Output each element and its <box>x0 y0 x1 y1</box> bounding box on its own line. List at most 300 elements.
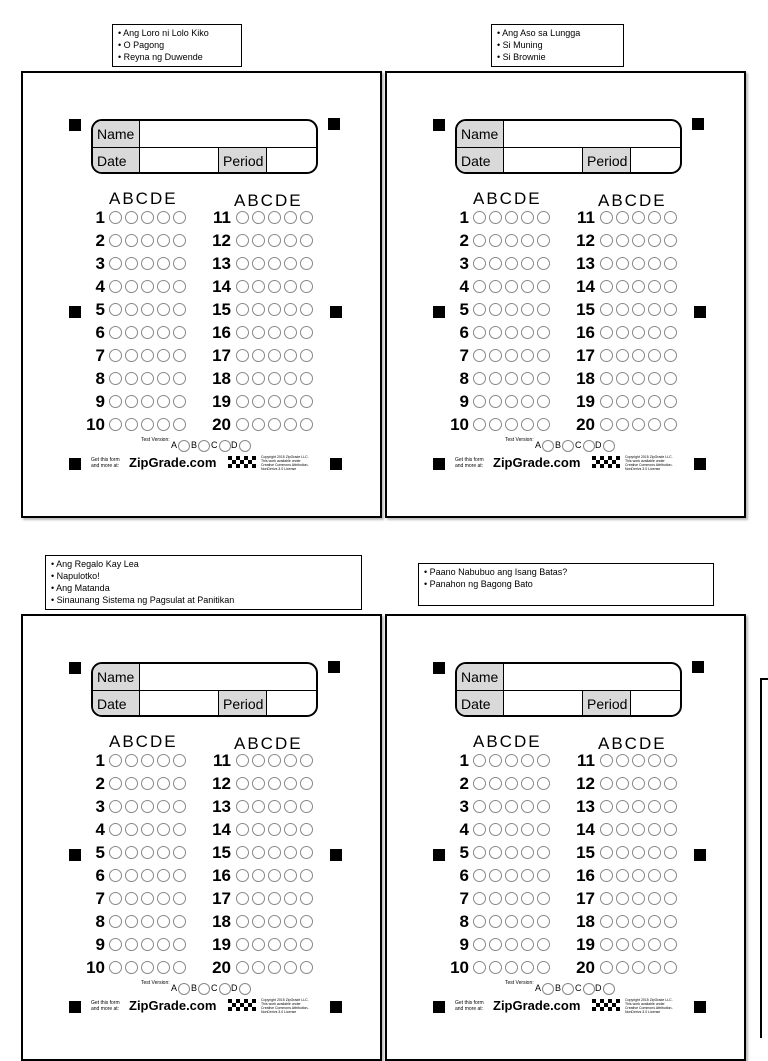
answer-bubble[interactable] <box>236 395 249 408</box>
version-bubble[interactable] <box>239 440 251 452</box>
answer-bubble[interactable] <box>632 395 645 408</box>
answer-bubble[interactable] <box>648 326 661 339</box>
version-bubble[interactable] <box>603 440 615 452</box>
answer-bubble[interactable] <box>648 961 661 974</box>
answer-bubble[interactable] <box>648 211 661 224</box>
answer-bubble[interactable] <box>284 280 297 293</box>
answer-bubble[interactable] <box>632 915 645 928</box>
answer-bubble[interactable] <box>300 280 313 293</box>
answer-bubble[interactable] <box>616 234 629 247</box>
version-option[interactable] <box>171 982 190 995</box>
version-option[interactable] <box>555 439 574 452</box>
answer-bubble[interactable] <box>616 754 629 767</box>
date-period-row[interactable] <box>457 691 680 717</box>
question-number: 5 <box>95 300 105 319</box>
answer-bubble[interactable] <box>284 372 297 385</box>
answer-bubble[interactable] <box>600 257 613 270</box>
answer-bubble[interactable] <box>236 961 249 974</box>
answer-bubble[interactable] <box>236 754 249 767</box>
question-row <box>23 774 363 794</box>
answer-bubble[interactable] <box>236 326 249 339</box>
answer-bubble[interactable] <box>236 938 249 951</box>
answer-bubble[interactable] <box>600 372 613 385</box>
version-bubble[interactable] <box>198 983 210 995</box>
version-bubble[interactable] <box>562 983 574 995</box>
answer-bubbles <box>236 892 316 910</box>
version-bubble[interactable] <box>219 983 231 995</box>
answer-bubble[interactable] <box>252 395 265 408</box>
answer-bubble[interactable] <box>252 938 265 951</box>
question-row <box>23 415 363 435</box>
version-letter: C <box>211 440 218 450</box>
answer-bubble[interactable] <box>236 303 249 316</box>
answer-bubble[interactable] <box>252 869 265 882</box>
answer-bubble[interactable] <box>600 349 613 362</box>
name-row[interactable] <box>457 121 680 148</box>
answer-bubble[interactable] <box>284 234 297 247</box>
answer-bubbles <box>236 418 316 436</box>
version-bubble[interactable] <box>178 983 190 995</box>
version-bubble[interactable] <box>198 440 210 452</box>
answer-bubble[interactable] <box>648 823 661 836</box>
answer-bubble[interactable] <box>284 303 297 316</box>
answer-bubble[interactable] <box>300 800 313 813</box>
answer-bubble[interactable] <box>600 892 613 905</box>
answer-bubble[interactable] <box>616 372 629 385</box>
answer-bubble[interactable] <box>300 961 313 974</box>
answer-bubble[interactable] <box>632 823 645 836</box>
answer-bubble[interactable] <box>252 280 265 293</box>
answer-bubble[interactable] <box>252 326 265 339</box>
answer-bubble[interactable] <box>600 280 613 293</box>
answer-bubble[interactable] <box>252 303 265 316</box>
answer-bubble[interactable] <box>600 938 613 951</box>
answer-bubble[interactable] <box>616 892 629 905</box>
question-number: 6 <box>459 866 469 885</box>
version-option[interactable] <box>171 439 190 452</box>
answer-bubble[interactable] <box>616 846 629 859</box>
question-row <box>387 958 727 978</box>
answer-bubble[interactable] <box>616 777 629 790</box>
answer-bubble[interactable] <box>300 823 313 836</box>
version-bubble[interactable] <box>583 440 595 452</box>
answer-bubbles <box>236 823 316 841</box>
answer-bubble[interactable] <box>664 846 677 859</box>
answer-bubble[interactable] <box>616 257 629 270</box>
answer-bubble[interactable] <box>300 349 313 362</box>
answer-bubble[interactable] <box>616 349 629 362</box>
answer-bubble[interactable] <box>616 823 629 836</box>
version-option[interactable] <box>231 439 251 452</box>
answer-bubble[interactable] <box>252 961 265 974</box>
question-number: 1 <box>459 751 469 770</box>
date-label: Date <box>93 148 140 174</box>
answer-bubble[interactable] <box>600 915 613 928</box>
question-number: 7 <box>95 346 105 365</box>
answer-bubble[interactable] <box>268 280 281 293</box>
version-option[interactable] <box>575 982 595 995</box>
answer-bubble[interactable] <box>284 211 297 224</box>
answer-bubble[interactable] <box>664 869 677 882</box>
answer-bubble[interactable] <box>236 846 249 859</box>
answer-bubbles <box>600 418 680 436</box>
answer-bubble[interactable] <box>284 869 297 882</box>
copyright-text: Copyright 2015 ZipGrade LLC. This work available under Creative Commons Attribution-NonDerivs 3.0 License <box>625 998 673 1014</box>
answer-bubble[interactable] <box>252 418 265 431</box>
answer-bubble[interactable] <box>300 938 313 951</box>
version-bubble[interactable] <box>542 440 554 452</box>
registration-mark <box>330 458 342 470</box>
answer-bubble[interactable] <box>236 418 249 431</box>
answer-bubble[interactable] <box>252 892 265 905</box>
answer-bubble[interactable] <box>268 777 281 790</box>
answer-bubble[interactable] <box>600 234 613 247</box>
answer-bubble[interactable] <box>300 418 313 431</box>
answer-bubble[interactable] <box>632 938 645 951</box>
answer-bubble[interactable] <box>300 372 313 385</box>
answer-bubble[interactable] <box>648 915 661 928</box>
answer-bubble[interactable] <box>236 892 249 905</box>
answer-bubble[interactable] <box>632 257 645 270</box>
answer-bubble[interactable] <box>268 823 281 836</box>
version-bubble[interactable] <box>542 983 554 995</box>
answer-bubble[interactable] <box>664 823 677 836</box>
answer-bubble[interactable] <box>268 800 281 813</box>
answer-bubble[interactable] <box>284 754 297 767</box>
question-number: 11 <box>213 751 231 770</box>
answer-bubble[interactable] <box>664 349 677 362</box>
answer-bubble[interactable] <box>236 372 249 385</box>
answer-bubble[interactable] <box>616 395 629 408</box>
answer-bubble[interactable] <box>648 418 661 431</box>
answer-bubble[interactable] <box>600 754 613 767</box>
version-option[interactable] <box>535 982 554 995</box>
name-row[interactable] <box>93 121 316 148</box>
answer-bubble[interactable] <box>616 915 629 928</box>
question-row <box>387 392 727 412</box>
story-list-item: • Ang Matanda <box>51 583 110 593</box>
answer-bubble[interactable] <box>600 418 613 431</box>
answer-bubble[interactable] <box>664 280 677 293</box>
version-bubble[interactable] <box>178 440 190 452</box>
answer-bubble[interactable] <box>616 303 629 316</box>
answer-bubbles <box>236 234 316 252</box>
answer-bubble[interactable] <box>284 326 297 339</box>
answer-bubble[interactable] <box>252 846 265 859</box>
question-number: 3 <box>459 797 469 816</box>
answer-bubbles <box>236 869 316 887</box>
answer-bubble[interactable] <box>236 349 249 362</box>
name-row[interactable] <box>457 664 680 691</box>
answer-bubble[interactable] <box>268 395 281 408</box>
answer-bubble[interactable] <box>284 349 297 362</box>
version-option[interactable] <box>535 439 554 452</box>
answer-bubble[interactable] <box>648 892 661 905</box>
question-number: 17 <box>576 346 595 365</box>
registration-mark <box>328 118 340 130</box>
registration-mark <box>433 662 445 674</box>
answer-bubble[interactable] <box>600 211 613 224</box>
answer-bubble[interactable] <box>600 303 613 316</box>
answer-bubble[interactable] <box>284 800 297 813</box>
answer-bubble[interactable] <box>616 211 629 224</box>
answer-bubble[interactable] <box>268 418 281 431</box>
answer-bubble[interactable] <box>600 846 613 859</box>
answer-bubble[interactable] <box>616 418 629 431</box>
answer-letters-right: ABCDE <box>598 191 667 210</box>
story-list-item: • O Pagong <box>118 40 165 50</box>
registration-mark <box>692 661 704 673</box>
registration-mark <box>69 1001 81 1013</box>
answer-bubble[interactable] <box>648 800 661 813</box>
answer-bubble[interactable] <box>236 211 249 224</box>
answer-bubble[interactable] <box>252 234 265 247</box>
answer-bubble[interactable] <box>648 257 661 270</box>
answer-bubbles <box>236 800 316 818</box>
answer-bubble[interactable] <box>664 395 677 408</box>
answer-bubble[interactable] <box>632 372 645 385</box>
question-number: 12 <box>576 774 595 793</box>
answer-bubble[interactable] <box>252 211 265 224</box>
answer-bubble[interactable] <box>664 892 677 905</box>
answer-bubble[interactable] <box>664 777 677 790</box>
answer-bubble[interactable] <box>648 280 661 293</box>
answer-bubble[interactable] <box>284 915 297 928</box>
question-number: 15 <box>212 843 231 862</box>
answer-bubble[interactable] <box>632 869 645 882</box>
answer-bubble[interactable] <box>236 915 249 928</box>
answer-bubble[interactable] <box>632 303 645 316</box>
answer-bubble[interactable] <box>616 938 629 951</box>
question-row <box>23 820 363 840</box>
version-bubble[interactable] <box>219 440 231 452</box>
answer-bubble[interactable] <box>664 938 677 951</box>
version-bubble[interactable] <box>583 983 595 995</box>
date-period-row[interactable] <box>457 148 680 174</box>
version-bubble[interactable] <box>603 983 615 995</box>
answer-bubble[interactable] <box>616 869 629 882</box>
name-row[interactable] <box>93 664 316 691</box>
answer-bubble[interactable] <box>268 349 281 362</box>
version-letter: A <box>171 440 178 450</box>
answer-bubble[interactable] <box>236 777 249 790</box>
version-letter: A <box>535 440 542 450</box>
answer-bubble[interactable] <box>632 777 645 790</box>
answer-bubble[interactable] <box>268 915 281 928</box>
answer-bubbles <box>236 846 316 864</box>
question-row <box>387 866 727 886</box>
answer-bubble[interactable] <box>616 326 629 339</box>
answer-bubble[interactable] <box>300 915 313 928</box>
answer-bubble[interactable] <box>632 961 645 974</box>
version-option[interactable] <box>595 439 615 452</box>
answer-bubble[interactable] <box>236 257 249 270</box>
answer-bubble[interactable] <box>648 777 661 790</box>
answer-bubble[interactable] <box>236 823 249 836</box>
answer-bubble[interactable] <box>236 280 249 293</box>
answer-bubble[interactable] <box>252 823 265 836</box>
version-bubble[interactable] <box>562 440 574 452</box>
answer-bubble[interactable] <box>284 777 297 790</box>
answer-bubble[interactable] <box>632 754 645 767</box>
answer-sheet <box>21 614 382 1061</box>
answer-bubbles <box>236 349 316 367</box>
answer-bubble[interactable] <box>632 234 645 247</box>
registration-mark <box>433 1001 445 1013</box>
answer-bubble[interactable] <box>284 961 297 974</box>
answer-bubble[interactable] <box>648 303 661 316</box>
version-bubble[interactable] <box>239 983 251 995</box>
answer-bubble[interactable] <box>632 326 645 339</box>
answer-bubble[interactable] <box>268 211 281 224</box>
answer-bubble[interactable] <box>284 823 297 836</box>
answer-bubble[interactable] <box>664 303 677 316</box>
answer-bubble[interactable] <box>268 303 281 316</box>
answer-bubble[interactable] <box>632 892 645 905</box>
answer-bubble[interactable] <box>236 869 249 882</box>
answer-bubble[interactable] <box>268 869 281 882</box>
question-number: 6 <box>459 323 469 342</box>
question-number: 15 <box>576 843 595 862</box>
answer-bubble[interactable] <box>300 303 313 316</box>
answer-bubble[interactable] <box>648 846 661 859</box>
answer-bubble[interactable] <box>600 823 613 836</box>
answer-bubble[interactable] <box>300 395 313 408</box>
date-period-row[interactable] <box>93 691 316 717</box>
question-row <box>23 346 363 366</box>
answer-bubble[interactable] <box>252 372 265 385</box>
answer-bubble[interactable] <box>300 777 313 790</box>
answer-bubble[interactable] <box>300 892 313 905</box>
answer-bubble[interactable] <box>300 869 313 882</box>
answer-bubble[interactable] <box>284 938 297 951</box>
answer-bubble[interactable] <box>632 211 645 224</box>
answer-bubble[interactable] <box>600 395 613 408</box>
answer-bubble[interactable] <box>284 395 297 408</box>
answer-bubble[interactable] <box>648 938 661 951</box>
answer-bubble[interactable] <box>300 211 313 224</box>
version-option[interactable] <box>191 439 210 452</box>
version-letter: B <box>555 983 562 993</box>
name-label: Name <box>93 121 140 147</box>
answer-bubble[interactable] <box>268 257 281 270</box>
version-option[interactable] <box>575 439 595 452</box>
version-option[interactable] <box>555 982 574 995</box>
story-list-box <box>418 563 714 606</box>
question-row <box>23 935 363 955</box>
answer-bubbles <box>600 754 680 772</box>
answer-bubble[interactable] <box>616 280 629 293</box>
answer-bubble[interactable] <box>600 961 613 974</box>
answer-bubble[interactable] <box>600 869 613 882</box>
answer-bubble[interactable] <box>632 800 645 813</box>
question-row <box>387 935 727 955</box>
answer-bubble[interactable] <box>252 777 265 790</box>
answer-bubble[interactable] <box>648 754 661 767</box>
question-number: 17 <box>212 889 231 908</box>
answer-bubble[interactable] <box>648 395 661 408</box>
answer-bubble[interactable] <box>664 326 677 339</box>
answer-bubble[interactable] <box>632 280 645 293</box>
answer-bubble[interactable] <box>236 800 249 813</box>
answer-bubble[interactable] <box>616 961 629 974</box>
answer-bubble[interactable] <box>632 846 645 859</box>
answer-bubble[interactable] <box>268 234 281 247</box>
answer-bubble[interactable] <box>648 869 661 882</box>
answer-bubble[interactable] <box>664 800 677 813</box>
answer-bubble[interactable] <box>664 418 677 431</box>
version-option[interactable] <box>211 982 231 995</box>
answer-bubble[interactable] <box>268 372 281 385</box>
answer-bubble[interactable] <box>284 418 297 431</box>
answer-bubble[interactable] <box>284 257 297 270</box>
version-option[interactable] <box>231 982 251 995</box>
answer-bubble[interactable] <box>252 349 265 362</box>
answer-bubble[interactable] <box>664 915 677 928</box>
answer-bubble[interactable] <box>300 257 313 270</box>
answer-bubble[interactable] <box>600 326 613 339</box>
version-option[interactable] <box>595 982 615 995</box>
answer-bubble[interactable] <box>664 372 677 385</box>
date-period-row[interactable] <box>93 148 316 174</box>
answer-bubble[interactable] <box>632 349 645 362</box>
answer-bubble[interactable] <box>664 211 677 224</box>
answer-bubble[interactable] <box>300 846 313 859</box>
test-version-label: Test Version: <box>505 980 534 986</box>
answer-bubble[interactable] <box>600 777 613 790</box>
answer-bubble[interactable] <box>664 754 677 767</box>
answer-bubbles <box>600 892 680 910</box>
answer-bubble[interactable] <box>600 800 613 813</box>
answer-bubble[interactable] <box>252 754 265 767</box>
answer-bubble[interactable] <box>664 257 677 270</box>
story-list-item: • Napulotko! <box>51 571 100 581</box>
answer-bubble[interactable] <box>268 938 281 951</box>
answer-bubble[interactable] <box>300 754 313 767</box>
question-number: 10 <box>86 415 105 434</box>
answer-bubble[interactable] <box>616 800 629 813</box>
zipgrade-brand: ZipGrade.com <box>129 998 217 1013</box>
answer-bubbles <box>236 395 316 413</box>
answer-bubbles <box>236 280 316 298</box>
answer-bubble[interactable] <box>252 800 265 813</box>
answer-bubble[interactable] <box>268 846 281 859</box>
version-option[interactable] <box>191 982 210 995</box>
question-number: 9 <box>95 392 105 411</box>
version-option[interactable] <box>211 439 231 452</box>
student-info-box <box>455 119 682 174</box>
answer-bubble[interactable] <box>268 326 281 339</box>
answer-bubble[interactable] <box>664 234 677 247</box>
answer-bubble[interactable] <box>252 257 265 270</box>
answer-bubble[interactable] <box>268 961 281 974</box>
answer-bubble[interactable] <box>632 418 645 431</box>
answer-bubble[interactable] <box>648 372 661 385</box>
answer-bubble[interactable] <box>664 961 677 974</box>
answer-bubble[interactable] <box>300 234 313 247</box>
answer-bubble[interactable] <box>300 326 313 339</box>
answer-bubble[interactable] <box>268 754 281 767</box>
answer-bubble[interactable] <box>648 349 661 362</box>
answer-bubble[interactable] <box>284 892 297 905</box>
answer-bubble[interactable] <box>268 892 281 905</box>
answer-bubble[interactable] <box>252 915 265 928</box>
answer-bubble[interactable] <box>236 234 249 247</box>
answer-bubble[interactable] <box>648 234 661 247</box>
answer-bubble[interactable] <box>284 846 297 859</box>
question-row <box>387 277 727 297</box>
story-list-item: • Panahon ng Bagong Bato <box>424 579 533 589</box>
